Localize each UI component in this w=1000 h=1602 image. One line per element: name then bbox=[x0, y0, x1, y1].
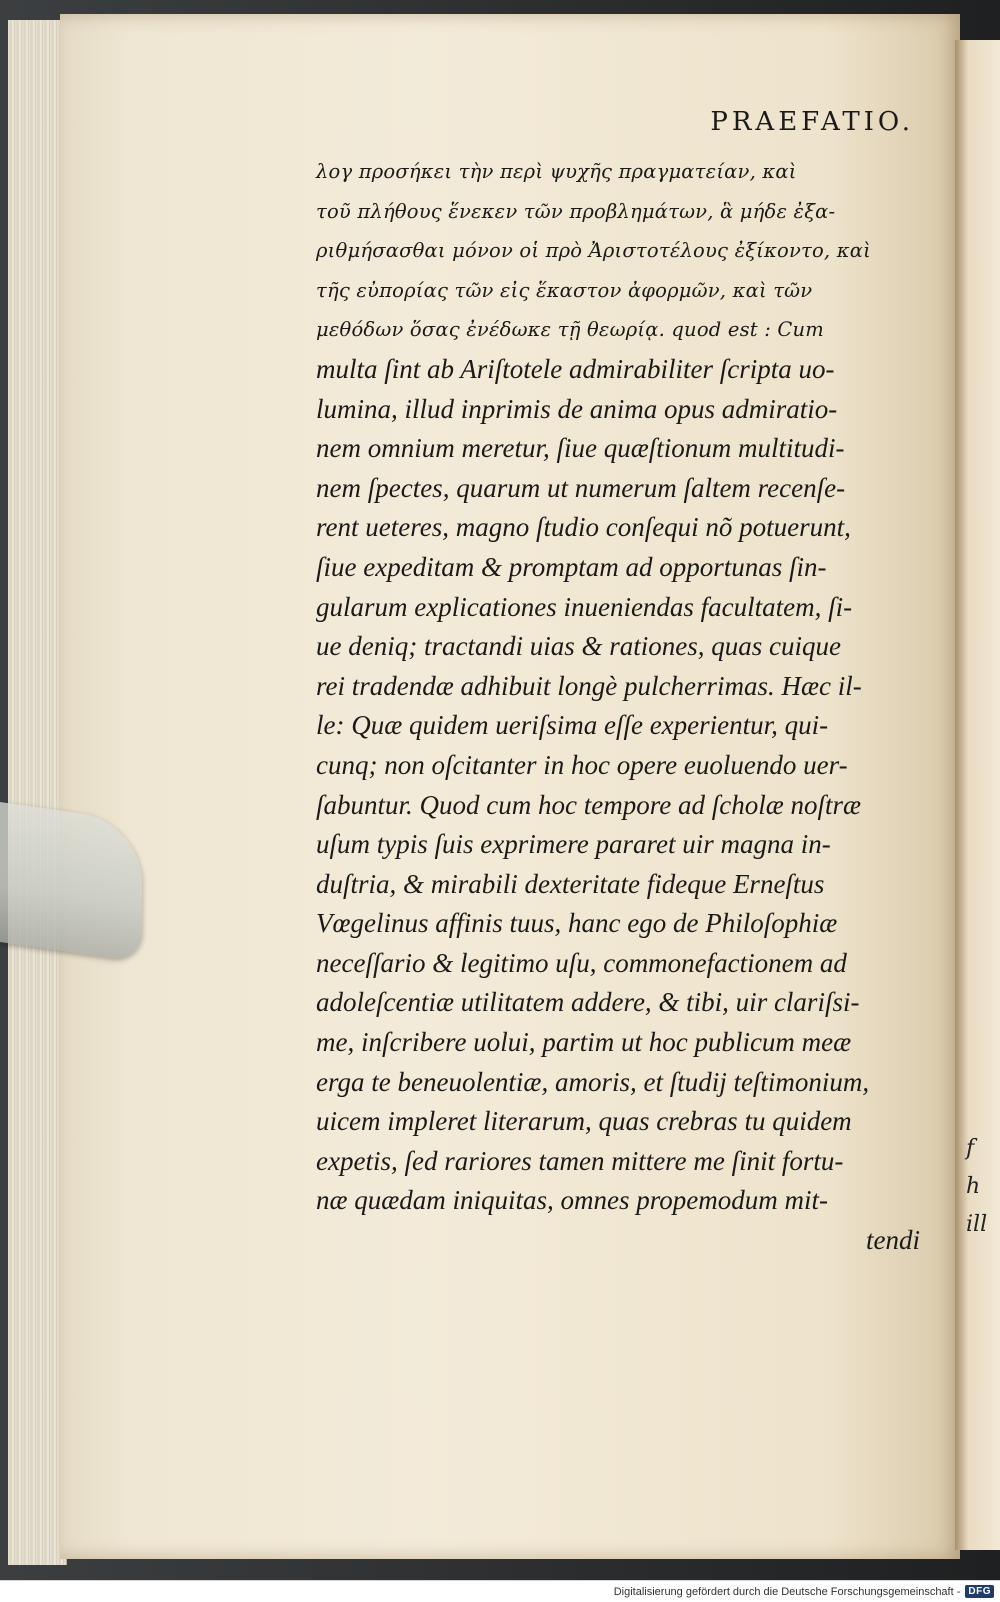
text-line: uſum typis ſuis exprimere pararet uir magna in- bbox=[316, 829, 831, 860]
footer-credit bbox=[0, 1580, 1000, 1602]
next-leaf-fragment: ill bbox=[966, 1212, 988, 1237]
next-leaf bbox=[955, 40, 1000, 1550]
text-line: λογ προσήκει τὴν περὶ ψυχῆς πραγματείαν, καὶ bbox=[316, 160, 797, 183]
text-line: τῆς εὐπορίας τῶν εἰς ἕκαστον ἀφορμῶν, καὶ τῶν bbox=[316, 278, 813, 302]
text-line: duſtria, & mirabili dexteritate fideque Erneſtus bbox=[316, 868, 825, 899]
text-line: le: Quæ quidem ueriſsima eſſe experientur, qui- bbox=[316, 710, 829, 741]
page-text bbox=[316, 98, 928, 1261]
text-line: me, inſcribere uolui, partim ut hoc publicum meæ bbox=[316, 1027, 852, 1058]
text-line: cunq; non oſcitanter in hoc opere euoluendo uer- bbox=[316, 749, 848, 780]
text-line: τοῦ πλήθους ἕνεκεν τῶν προβλημάτων, ἃ μήδε ἐξα- bbox=[316, 199, 836, 223]
text-line: rei tradendæ adhibuit longè pulcherrimas. Hæc il- bbox=[316, 670, 862, 701]
text-line: lumina, illud inprimis de anima opus admiratio- bbox=[316, 393, 838, 424]
text-line: Vœgelinus affinis tuus, hanc ego de Philoſophiæ bbox=[316, 908, 838, 939]
text-line: ue deniq; tractandi uias & rationes, quas cuique bbox=[316, 631, 841, 662]
text-line: ſabuntur. Quod cum hoc tempore ad ſcholæ noſtræ bbox=[316, 789, 861, 820]
text-line: neceſſario & legitimo uſu, commonefactionem ad bbox=[316, 947, 847, 978]
catchword: tendi bbox=[866, 1225, 920, 1256]
text-line: næ quædam iniquitas, omnes propemodum mit- bbox=[316, 1185, 828, 1216]
text-line: rent ueteres, magno ſtudio conſequi nõ potuerunt, bbox=[316, 512, 851, 543]
next-leaf-fragment: f bbox=[966, 1136, 975, 1161]
page-edges bbox=[8, 20, 67, 1565]
next-leaf-fragment: h bbox=[966, 1174, 981, 1199]
text-line: adoleſcentiæ utilitatem addere, & tibi, uir clariſsi- bbox=[316, 987, 860, 1018]
text-line: nem omnium meretur, ſiue quæſtionum multitudi- bbox=[316, 433, 845, 464]
text-line: ριθμήσασθαι μόνον οἱ πρὸ Ἀριστοτέλους ἐξίκοντο, καὶ bbox=[316, 239, 871, 263]
text-line: expetis, ſed rariores tamen mittere me ſinit fortu- bbox=[316, 1145, 844, 1176]
text-line: μεθόδων ὅσας ἐνέδωκε τῇ θεωρίᾳ. quod est : Cum bbox=[316, 318, 824, 342]
text-line: erga te beneuolentiæ, amoris, et ſtudij teſtimonium, bbox=[316, 1066, 870, 1097]
page-heading: PRAEFATIO. bbox=[710, 107, 914, 137]
text-line: ſiue expeditam & promptam ad opportunas ſin- bbox=[316, 551, 827, 582]
text-line: gularum explicationes inueniendas facultatem, ſi- bbox=[316, 591, 853, 622]
text-line: nem ſpectes, quarum ut numerum ſaltem recenſe- bbox=[316, 472, 846, 503]
next-leaf-text bbox=[966, 1130, 1000, 1244]
text-line: uicem impleret literarum, quas crebras tu quidem bbox=[316, 1106, 852, 1137]
dfg-logo-icon: DFG bbox=[965, 1585, 994, 1598]
footer-credit-text: Digitalisierung gefördert durch die Deutsche Forschungsgemeinschaft - bbox=[613, 1585, 961, 1598]
text-line: multa ſint ab Ariſtotele admirabiliter ſcripta uo- bbox=[316, 353, 835, 384]
